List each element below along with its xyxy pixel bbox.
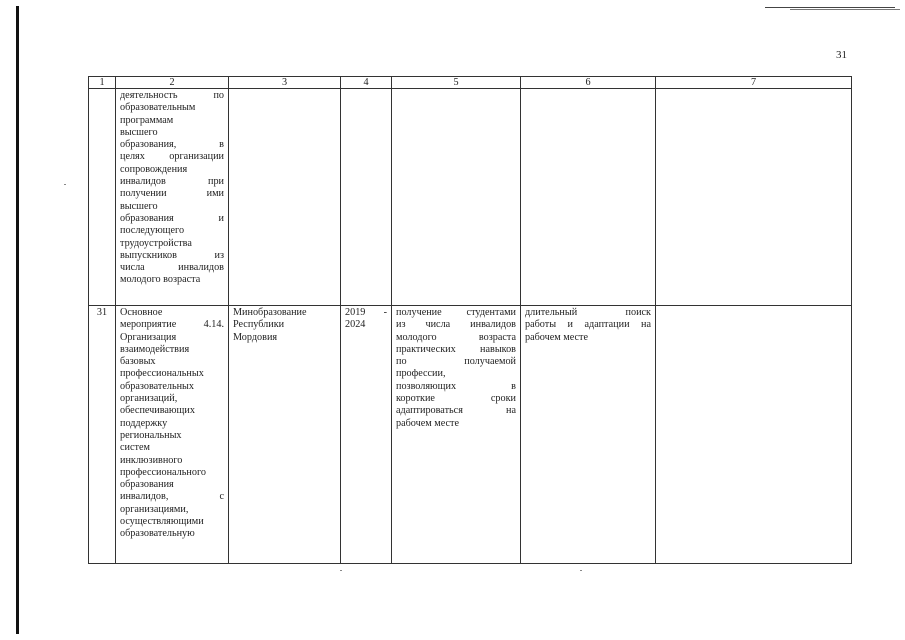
text-line: деятельность по (120, 90, 224, 101)
measure-description-cell (116, 89, 229, 306)
text-line: позволяющих в (396, 380, 516, 392)
text-line: короткие сроки (396, 393, 516, 405)
text-line: из числа инвалидов (396, 319, 516, 331)
measure-description-cell (116, 306, 229, 564)
text-line: программам (120, 114, 174, 126)
text-line: образовательным (120, 102, 196, 114)
text-line: рабочем месте (525, 331, 588, 343)
text-line: высшего (120, 126, 158, 138)
text-line: работы и адаптации на (525, 319, 651, 331)
text-line: базовых (120, 356, 156, 368)
table-header-row (89, 77, 852, 89)
scan-artifact-line (765, 7, 895, 8)
column-header: 2 (116, 77, 229, 89)
text-line: мероприятие 4.14. (120, 319, 224, 331)
text-line: образования, в (120, 139, 224, 151)
scan-artifact-line (790, 9, 900, 10)
text-line: по получаемой (396, 356, 516, 368)
text-line: профессионального (120, 466, 206, 478)
text-line: систем (120, 442, 150, 454)
text-line: инклюзивного (120, 454, 183, 466)
table-row-continued (89, 89, 852, 306)
text-line: целях организации (120, 151, 224, 163)
text-line: получение студентами (396, 307, 516, 318)
text-line: получении ими (120, 188, 224, 200)
text-line: 2019 - (345, 307, 387, 318)
text-line: осуществляющими (120, 516, 204, 528)
text-line: молодого возраста (396, 331, 516, 343)
executor-cell (229, 306, 341, 564)
text-line: Республики (233, 319, 285, 331)
text-line: поддержку (120, 417, 168, 429)
text-line: сопровождения (120, 163, 188, 175)
text-line: взаимодействия (120, 343, 190, 355)
column-header: 7 (656, 77, 852, 89)
column-header: 6 (521, 77, 656, 89)
period-cell (341, 89, 392, 306)
row-number-cell (89, 89, 116, 306)
text-line: рабочем месте (396, 417, 459, 429)
text-line: организациями, (120, 503, 189, 515)
column-header: 3 (229, 77, 341, 89)
text-line: образовательную (120, 528, 195, 540)
text-line: Организация (120, 331, 177, 343)
row-number-cell: 31 (89, 306, 116, 564)
text-line: профессии, (396, 368, 446, 380)
text-line: Минобразование (233, 307, 307, 318)
text-line: 2024 (345, 319, 366, 331)
text-line: образования и (120, 212, 224, 224)
text-line: длительный поиск (525, 307, 651, 318)
link-cell (656, 89, 852, 306)
expected-result-cell (392, 306, 521, 564)
text-line: Мордовия (233, 331, 278, 343)
text-line: трудоустройства (120, 237, 192, 249)
link-cell (656, 306, 852, 564)
text-line: образовательных (120, 380, 194, 392)
column-header: 1 (89, 77, 116, 89)
text-line: региональных (120, 429, 182, 441)
text-line: последующего (120, 225, 185, 237)
text-line: организаций, (120, 393, 178, 405)
text-line: образования (120, 479, 174, 491)
column-header: 5 (392, 77, 521, 89)
executor-cell (229, 89, 341, 306)
text-line: практических навыков (396, 343, 516, 355)
text-line: инвалидов, с (120, 491, 224, 503)
scan-speck (580, 570, 582, 571)
scan-speck (64, 184, 66, 185)
page-number: 31 (836, 49, 847, 61)
period-cell (341, 306, 392, 564)
consequences-cell (521, 306, 656, 564)
text-line: инвалидов при (120, 176, 224, 188)
column-header: 4 (341, 77, 392, 89)
text-line: числа инвалидов (120, 262, 224, 274)
text-line: Основное (120, 307, 163, 318)
scan-edge-bar (16, 6, 19, 634)
text-line: профессиональных (120, 368, 204, 380)
consequences-cell (521, 89, 656, 306)
scan-speck (340, 570, 342, 571)
text-line: выпускников из (120, 249, 224, 261)
expected-result-cell (392, 89, 521, 306)
text-line: адаптироваться на (396, 405, 516, 417)
text-line: обеспечивающих (120, 405, 195, 417)
table-row-31 (89, 306, 852, 564)
text-line: молодого возраста (120, 274, 201, 286)
measures-table (88, 76, 852, 564)
text-line: высшего (120, 200, 158, 212)
